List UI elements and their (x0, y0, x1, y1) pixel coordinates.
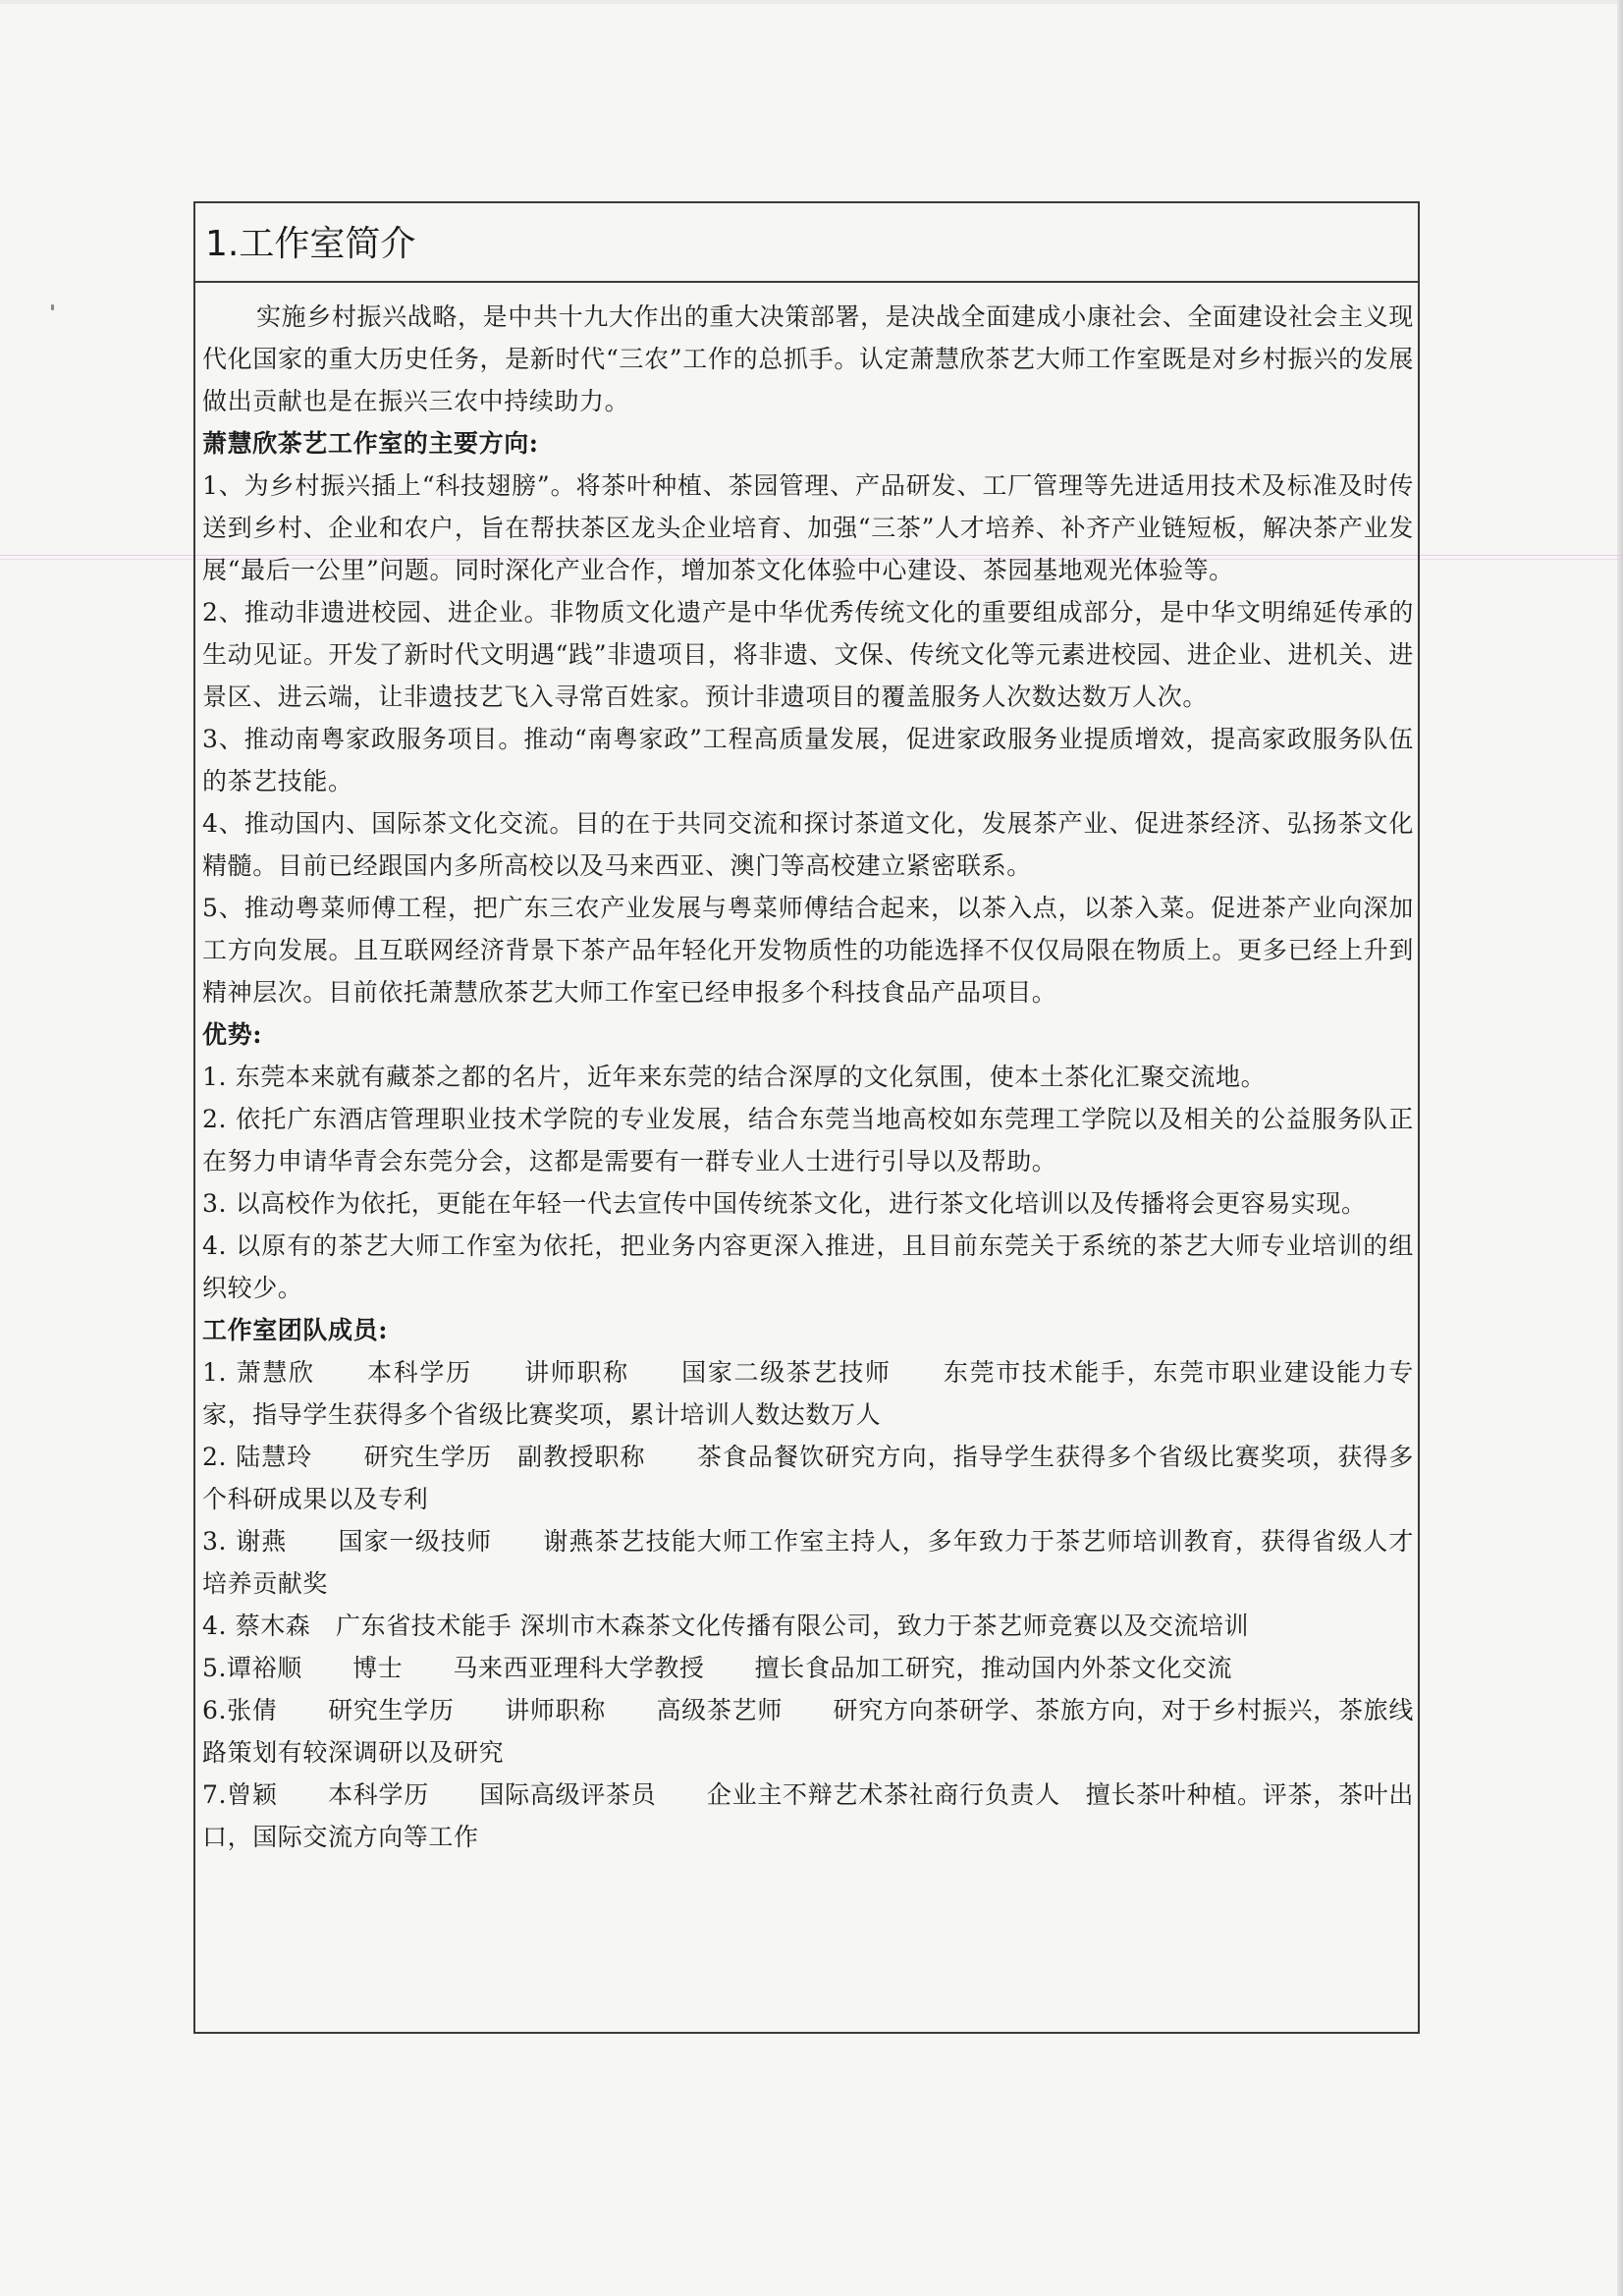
advantage-item: 2. 依托广东酒店管理职业技术学院的专业发展，结合东莞当地高校如东莞理工学院以及相关的公益服务队正在努力申请华青会东莞分会，这都是需要有一群专业人士进行引导以及帮助。 (202, 1105, 1414, 1175)
scan-edge-top (0, 0, 1623, 4)
direction-item: 4、推动国内、国际茶文化交流。目的在于共同交流和探讨茶道文化，发展茶产业、促进茶经济、弘扬茶文化精髓。目前已经跟国内多所高校以及马来西亚、澳门等高校建立紧密联系。 (202, 809, 1414, 880)
team-member: 5.谭裕顺 博士 马来西亚理科大学教授 擅长食品加工研究，推动国内外茶文化交流 (202, 1654, 1233, 1682)
team-member: 6.张倩 研究生学历 讲师职称 高级茶艺师 研究方向茶研学、茶旅方向，对于乡村振兴，茶旅线路策划有较深调研以及研究 (202, 1696, 1414, 1767)
table-header-row (195, 203, 1418, 283)
section-title: 1.工作室简介 (205, 224, 416, 264)
advantage-item: 3. 以高校作为依托，更能在年轻一代去宣传中国传统茶文化，进行茶文化培训以及传播将会更容易实现。 (202, 1189, 1367, 1218)
team-member: 4. 蔡木森 广东省技术能手 深圳市木森茶文化传播有限公司，致力于茶艺师竞赛以及交流培训 (202, 1612, 1250, 1640)
direction-item: 1、为乡村振兴插上“科技翅膀”。将茶叶种植、茶园管理、产品研发、工厂管理等先进适用技术及标准及时传送到乡村、企业和农户，旨在帮扶茶区龙头企业培育、加强“三茶”人才培养、补齐产业链短板，解决茶产业发展“最后一公里”问题。同时深化产业合作，增加茶文化体验中心建设、茶园基地观光体验等。 (202, 471, 1414, 584)
team-member: 3. 谢燕 国家一级技师 谢燕茶艺技能大师工作室主持人，多年致力于茶艺师培训教育，获得省级人才培养贡献奖 (202, 1527, 1414, 1598)
scan-speck (51, 304, 54, 310)
team-heading: 工作室团队成员: (202, 1316, 389, 1344)
direction-item: 3、推动南粤家政服务项目。推动“南粤家政”工程高质量发展，促进家政服务业提质增效，提高家政服务队伍的茶艺技能。 (202, 725, 1414, 795)
advantage-item: 4. 以原有的茶艺大师工作室为依托，把业务内容更深入推进，且目前东莞关于系统的茶艺大师专业培训的组织较少。 (202, 1231, 1414, 1302)
team-member: 2. 陆慧玲 研究生学历 副教授职称 茶食品餐饮研究方向，指导学生获得多个省级比赛奖项，获得多个科研成果以及专利 (202, 1443, 1414, 1513)
team-member: 1. 萧慧欣 本科学历 讲师职称 国家二级茶艺技师 东莞市技术能手，东莞市职业建设能力专家，指导学生获得多个省级比赛奖项，累计培训人数达数万人 (202, 1358, 1414, 1429)
advantages-heading: 优势: (202, 1020, 263, 1049)
intro-table (193, 201, 1420, 2034)
scan-edge-right (1617, 0, 1623, 2296)
direction-item: 2、推动非遗进校园、进企业。非物质文化遗产是中华优秀传统文化的重要组成部分，是中华文明绵延传承的生动见证。开发了新时代文明遇“践”非遗项目，将非遗、文保、传统文化等元素进校园、进企业、进机关、进景区、进云端，让非遗技艺飞入寻常百姓家。预计非遗项目的覆盖服务人次数达数万人次。 (202, 598, 1414, 711)
table-content-cell (202, 296, 1414, 1858)
direction-item: 5、推动粤菜师傅工程，把广东三农产业发展与粤菜师傅结合起来，以茶入点，以茶入菜。促进茶产业向深加工方向发展。且互联网经济背景下茶产品年轻化开发物质性的功能选择不仅仅局限在物质上。更多已经上升到精神层次。目前依托萧慧欣茶艺大师工作室已经申报多个科技食品产品项目。 (202, 894, 1414, 1007)
team-member: 7.曾颖 本科学历 国际高级评茶员 企业主不辩艺术茶社商行负责人 擅长茶叶种植。评茶，茶叶出口，国际交流方向等工作 (202, 1780, 1414, 1851)
advantage-item: 1. 东莞本来就有藏茶之都的名片，近年来东莞的结合深厚的文化氛围，使本土茶化汇聚交流地。 (202, 1063, 1267, 1091)
directions-heading: 萧慧欣茶艺工作室的主要方向: (202, 429, 539, 458)
intro-paragraph: 实施乡村振兴战略，是中共十九大作出的重大决策部署，是决战全面建成小康社会、全面建设社会主义现代化国家的重大历史任务，是新时代“三农”工作的总抓手。认定萧慧欣茶艺大师工作室既是对乡村振兴的发展做出贡献也是在振兴三农中持续助力。 (202, 302, 1414, 415)
